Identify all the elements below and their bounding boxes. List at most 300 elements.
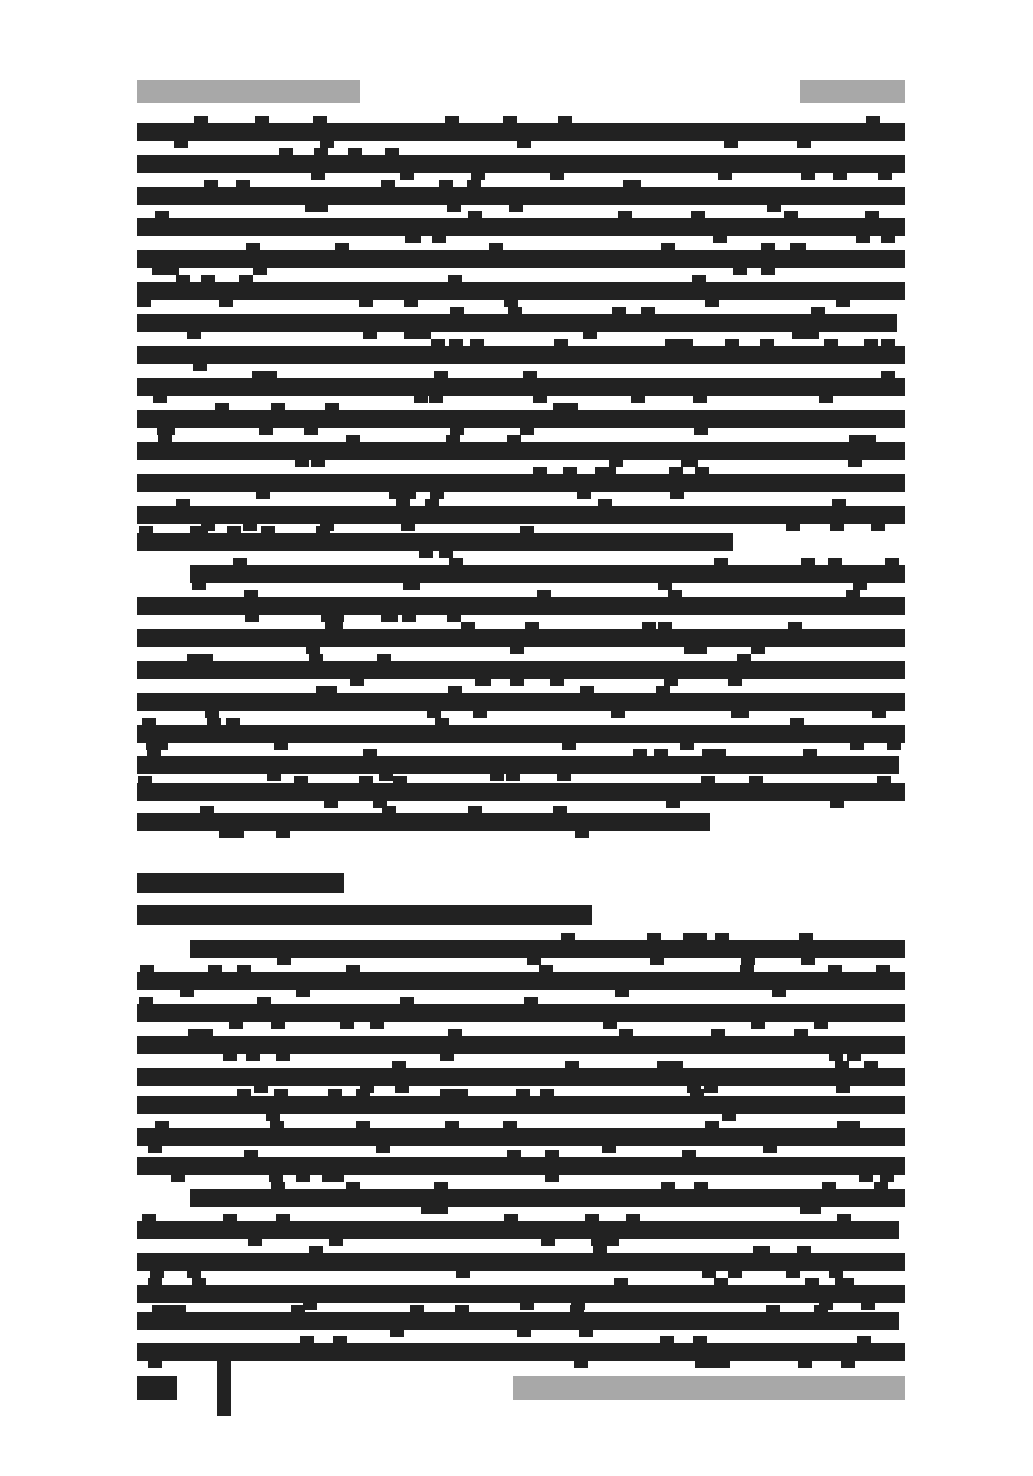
glyph-notch [137, 300, 151, 307]
glyph-notch [565, 1061, 579, 1068]
glyph-notch [468, 806, 482, 813]
glyph-notch [171, 1175, 185, 1182]
glyph-notch [880, 1175, 894, 1182]
glyph-notch [517, 141, 531, 148]
glyph-notch [359, 300, 373, 307]
glyph-notch [295, 460, 309, 467]
glyph-notch [142, 718, 156, 725]
glyph-notch [346, 435, 360, 442]
glyph-notch [389, 492, 403, 499]
glyph-notch [694, 1182, 708, 1189]
glyph-notch [245, 615, 259, 622]
glyph-notch [714, 1278, 728, 1285]
glyph-notch [406, 583, 420, 590]
glyph-notch [615, 990, 629, 997]
glyph-notch [155, 1121, 169, 1128]
glyph-notch [414, 396, 428, 403]
glyph-notch [633, 749, 647, 756]
glyph-notch [694, 428, 708, 435]
glyph-notch [148, 1146, 162, 1153]
glyph-notch [862, 435, 876, 442]
glyph-notch [658, 622, 672, 629]
glyph-notch [503, 1121, 517, 1128]
glyph-notch [650, 958, 664, 965]
glyph-notch [728, 1271, 742, 1278]
glyph-notch [656, 686, 670, 693]
redacted-text-line [137, 378, 905, 396]
glyph-notch [139, 997, 153, 1004]
glyph-notch [714, 558, 728, 565]
glyph-notch [430, 492, 444, 499]
glyph-notch [693, 1336, 707, 1343]
glyph-notch [550, 173, 564, 180]
glyph-notch [269, 1175, 283, 1182]
redacted-text-line [137, 442, 905, 460]
glyph-notch [859, 1175, 873, 1182]
glyph-notch [274, 1089, 288, 1096]
glyph-notch [267, 774, 281, 781]
glyph-notch [740, 965, 754, 972]
glyph-notch [316, 526, 330, 533]
glyph-notch [585, 1214, 599, 1221]
glyph-notch [455, 1305, 469, 1312]
glyph-notch [715, 933, 729, 940]
glyph-notch [248, 1239, 262, 1246]
glyph-notch [680, 743, 694, 750]
glyph-notch [508, 307, 522, 314]
glyph-notch [475, 679, 489, 686]
glyph-notch [274, 743, 288, 750]
glyph-notch [507, 1150, 521, 1157]
glyph-notch [623, 180, 637, 187]
glyph-notch [579, 1330, 593, 1337]
glyph-notch [705, 300, 719, 307]
glyph-notch [172, 1305, 186, 1312]
glyph-notch [456, 1271, 470, 1278]
glyph-notch [381, 180, 395, 187]
glyph-notch [402, 615, 416, 622]
glyph-notch [618, 211, 632, 218]
glyph-notch [658, 583, 672, 590]
glyph-notch [642, 622, 656, 629]
glyph-notch [311, 460, 325, 467]
redacted-text-line [137, 123, 905, 141]
glyph-notch [865, 211, 879, 218]
glyph-notch [702, 1271, 716, 1278]
glyph-notch [539, 965, 553, 972]
glyph-notch [139, 526, 153, 533]
glyph-notch [271, 1022, 285, 1029]
glyph-notch [255, 116, 269, 123]
glyph-notch [695, 1361, 709, 1368]
glyph-notch [300, 1336, 314, 1343]
glyph-notch [395, 1086, 409, 1093]
glyph-notch [187, 332, 201, 339]
glyph-notch [562, 743, 576, 750]
glyph-notch [741, 958, 755, 965]
glyph-notch [244, 590, 258, 597]
glyph-notch [205, 711, 219, 718]
glyph-notch [847, 1054, 861, 1061]
glyph-notch [554, 339, 568, 346]
glyph-notch [276, 1214, 290, 1221]
glyph-notch [450, 307, 464, 314]
glyph-notch [705, 1121, 719, 1128]
glyph-notch [174, 141, 188, 148]
glyph-notch [253, 268, 267, 275]
glyph-notch [849, 435, 863, 442]
redacted-text-line [137, 1285, 905, 1303]
glyph-notch [786, 524, 800, 531]
glyph-notch [276, 1054, 290, 1061]
glyph-notch [574, 1361, 588, 1368]
glyph-notch [695, 467, 709, 474]
glyph-notch [801, 173, 815, 180]
glyph-notch [314, 205, 328, 212]
glyph-notch [148, 1361, 162, 1368]
glyph-notch [503, 116, 517, 123]
glyph-notch [410, 1305, 424, 1312]
redacted-text-line [137, 506, 905, 524]
glyph-notch [435, 718, 449, 725]
glyph-notch [330, 615, 344, 622]
redacted-text-line [137, 1221, 899, 1239]
glyph-notch [152, 268, 166, 275]
glyph-notch [861, 1303, 875, 1310]
glyph-notch [835, 1278, 849, 1285]
glyph-notch [553, 403, 567, 410]
glyph-notch [822, 1182, 836, 1189]
glyph-notch [692, 275, 706, 282]
glyph-notch [440, 1054, 454, 1061]
glyph-notch [725, 339, 739, 346]
glyph-notch [445, 116, 459, 123]
glyph-notch [751, 647, 765, 654]
glyph-notch [440, 1089, 454, 1096]
glyph-notch [296, 990, 310, 997]
glyph-notch [575, 831, 589, 838]
glyph-notch [506, 774, 520, 781]
glyph-notch [850, 743, 864, 750]
glyph-notch [811, 307, 825, 314]
redacted-text-line [137, 314, 897, 332]
glyph-notch [392, 1061, 406, 1068]
glyph-notch [504, 300, 518, 307]
redacted-text-line [137, 1036, 905, 1054]
glyph-notch [829, 1054, 843, 1061]
glyph-notch [557, 774, 571, 781]
glyph-notch [819, 396, 833, 403]
glyph-notch [346, 1182, 360, 1189]
glyph-notch [722, 1114, 736, 1121]
glyph-notch [864, 1061, 878, 1068]
glyph-notch [829, 1271, 843, 1278]
glyph-notch [254, 1086, 268, 1093]
glyph-notch [504, 1214, 518, 1221]
glyph-notch [701, 776, 715, 783]
glyph-notch [798, 1361, 812, 1368]
redacted-text-line [137, 661, 905, 679]
glyph-notch [848, 460, 862, 467]
glyph-notch [661, 1182, 675, 1189]
glyph-notch [767, 205, 781, 212]
redacted-text-line [137, 597, 905, 615]
glyph-notch [545, 1150, 559, 1157]
glyph-notch [429, 396, 443, 403]
glyph-notch [323, 686, 337, 693]
glyph-notch [236, 180, 250, 187]
glyph-notch [450, 428, 464, 435]
glyph-notch [524, 997, 538, 1004]
glyph-notch [160, 1305, 174, 1312]
glyph-notch [510, 647, 524, 654]
glyph-notch [712, 749, 726, 756]
glyph-notch [313, 116, 327, 123]
glyph-notch [244, 1150, 258, 1157]
glyph-notch [147, 749, 161, 756]
glyph-notch [679, 339, 693, 346]
glyph-notch [142, 1214, 156, 1221]
glyph-notch [716, 1361, 730, 1368]
glyph-notch [830, 524, 844, 531]
glyph-notch [545, 1175, 559, 1182]
glyph-notch [379, 774, 393, 781]
glyph-notch [201, 275, 215, 282]
redacted-text-line [137, 756, 899, 774]
redacted-text-line [137, 972, 905, 990]
glyph-notch [467, 180, 481, 187]
glyph-notch [799, 933, 813, 940]
redacted-text-line [137, 187, 905, 205]
glyph-notch [138, 776, 152, 783]
glyph-notch [363, 749, 377, 756]
glyph-notch [314, 148, 328, 155]
glyph-notch [377, 654, 391, 661]
glyph-notch [833, 173, 847, 180]
glyph-notch [237, 1089, 251, 1096]
glyph-notch [330, 1175, 344, 1182]
glyph-notch [611, 711, 625, 718]
glyph-notch [797, 141, 811, 148]
glyph-notch [595, 467, 609, 474]
glyph-notch [784, 211, 798, 218]
glyph-notch [857, 1336, 871, 1343]
glyph-notch [761, 268, 775, 275]
glyph-notch [835, 1061, 849, 1068]
glyph-notch [866, 116, 880, 123]
glyph-notch [200, 806, 214, 813]
glyph-notch [794, 1029, 808, 1036]
glyph-notch [693, 396, 707, 403]
glyph-notch [533, 467, 547, 474]
glyph-notch [215, 403, 229, 410]
glyph-notch [346, 965, 360, 972]
glyph-notch [161, 428, 175, 435]
glyph-notch [473, 711, 487, 718]
glyph-notch [691, 211, 705, 218]
glyph-notch [520, 428, 534, 435]
glyph-notch [797, 1246, 811, 1253]
redacted-text-line [137, 1157, 905, 1175]
running-head-right-page-range [800, 80, 905, 103]
glyph-notch [449, 339, 463, 346]
glyph-notch [400, 173, 414, 180]
glyph-notch [510, 679, 524, 686]
glyph-notch [359, 776, 373, 783]
glyph-notch [876, 965, 890, 972]
glyph-notch [303, 1303, 317, 1310]
glyph-notch [626, 1214, 640, 1221]
glyph-notch [204, 180, 218, 187]
glyph-notch [887, 743, 901, 750]
glyph-notch [223, 1214, 237, 1221]
glyph-notch [683, 933, 697, 940]
glyph-notch [446, 435, 460, 442]
redacted-text-line [137, 474, 905, 492]
glyph-notch [448, 1029, 462, 1036]
glyph-notch [199, 654, 213, 661]
glyph-notch [570, 1305, 584, 1312]
glyph-notch [229, 1022, 243, 1029]
glyph-notch [735, 711, 749, 718]
glyph-notch [276, 831, 290, 838]
glyph-notch [192, 1278, 206, 1285]
glyph-notch [239, 275, 253, 282]
glyph-notch [602, 1146, 616, 1153]
glyph-notch [830, 801, 844, 808]
glyph-notch [390, 1330, 404, 1337]
glyph-notch [261, 526, 275, 533]
redacted-text-line [190, 565, 905, 583]
glyph-notch [751, 1022, 765, 1029]
glyph-notch [718, 173, 732, 180]
glyph-notch [690, 1089, 704, 1096]
glyph-notch [832, 499, 846, 506]
glyph-notch [306, 647, 320, 654]
glyph-notch [309, 1246, 323, 1253]
glyph-notch [561, 933, 575, 940]
glyph-notch [257, 997, 271, 1004]
glyph-notch [401, 524, 415, 531]
glyph-notch [558, 116, 572, 123]
glyph-notch [348, 148, 362, 155]
glyph-notch [550, 679, 564, 686]
glyph-notch [631, 396, 645, 403]
glyph-notch [187, 1271, 201, 1278]
glyph-notch [237, 965, 251, 972]
glyph-notch [509, 205, 523, 212]
glyph-notch [259, 428, 273, 435]
redacted-text-line [137, 410, 905, 428]
glyph-notch [439, 551, 453, 558]
glyph-notch [580, 686, 594, 693]
glyph-notch [180, 990, 194, 997]
glyph-notch [541, 1239, 555, 1246]
glyph-notch [370, 1022, 384, 1029]
glyph-notch [856, 236, 870, 243]
glyph-notch [421, 1207, 435, 1214]
glyph-notch [786, 1271, 800, 1278]
glyph-notch [837, 1121, 851, 1128]
glyph-notch [194, 526, 208, 533]
glyph-notch [660, 1336, 674, 1343]
glyph-notch [654, 749, 668, 756]
redacted-text-line [190, 940, 905, 958]
redacted-text-line [137, 1312, 899, 1330]
glyph-notch [490, 774, 504, 781]
glyph-notch [737, 654, 751, 661]
footer-vertical-rule [217, 1360, 231, 1416]
glyph-notch [425, 499, 439, 506]
glyph-notch [382, 806, 396, 813]
glyph-notch [148, 1278, 162, 1285]
glyph-notch [661, 243, 675, 250]
glyph-notch [792, 332, 806, 339]
glyph-notch [402, 492, 416, 499]
glyph-notch [434, 1207, 448, 1214]
glyph-notch [417, 332, 431, 339]
glyph-notch [670, 492, 684, 499]
glyph-notch [448, 686, 462, 693]
glyph-notch [583, 332, 597, 339]
redacted-text-line [137, 1068, 905, 1086]
redacted-text-line [137, 250, 905, 268]
glyph-notch [598, 499, 612, 506]
glyph-notch [434, 371, 448, 378]
glyph-notch [733, 268, 747, 275]
glyph-notch [814, 1305, 828, 1312]
glyph-notch [155, 211, 169, 218]
glyph-notch [246, 243, 260, 250]
glyph-notch [836, 300, 850, 307]
glyph-notch [846, 590, 860, 597]
glyph-notch [356, 1089, 370, 1096]
glyph-notch [790, 243, 804, 250]
glyph-notch [188, 1029, 202, 1036]
glyph-notch [728, 679, 742, 686]
glyph-notch [593, 1246, 607, 1253]
glyph-notch [533, 396, 547, 403]
glyph-notch [233, 558, 247, 565]
glyph-notch [193, 364, 207, 371]
glyph-notch [724, 141, 738, 148]
redacted-text-line [137, 1004, 905, 1022]
redacted-text-line [137, 346, 905, 364]
redacted-text-line [137, 783, 905, 801]
glyph-notch [766, 1305, 780, 1312]
redacted-text-line [190, 1189, 905, 1207]
glyph-notch [828, 558, 842, 565]
glyph-notch [176, 499, 190, 506]
glyph-notch [447, 205, 461, 212]
glyph-notch [837, 1214, 851, 1221]
glyph-notch [277, 958, 291, 965]
glyph-notch [713, 236, 727, 243]
glyph-notch [591, 1239, 605, 1246]
glyph-notch [711, 1029, 725, 1036]
glyph-notch [761, 243, 775, 250]
glyph-notch [881, 371, 895, 378]
glyph-notch [668, 590, 682, 597]
glyph-notch [614, 1278, 628, 1285]
glyph-notch [753, 1246, 767, 1253]
glyph-notch [507, 435, 521, 442]
glyph-notch [385, 148, 399, 155]
redacted-text-line [137, 1096, 905, 1114]
glyph-notch [704, 1086, 718, 1093]
glyph-notch [396, 499, 410, 506]
glyph-notch [227, 526, 241, 533]
